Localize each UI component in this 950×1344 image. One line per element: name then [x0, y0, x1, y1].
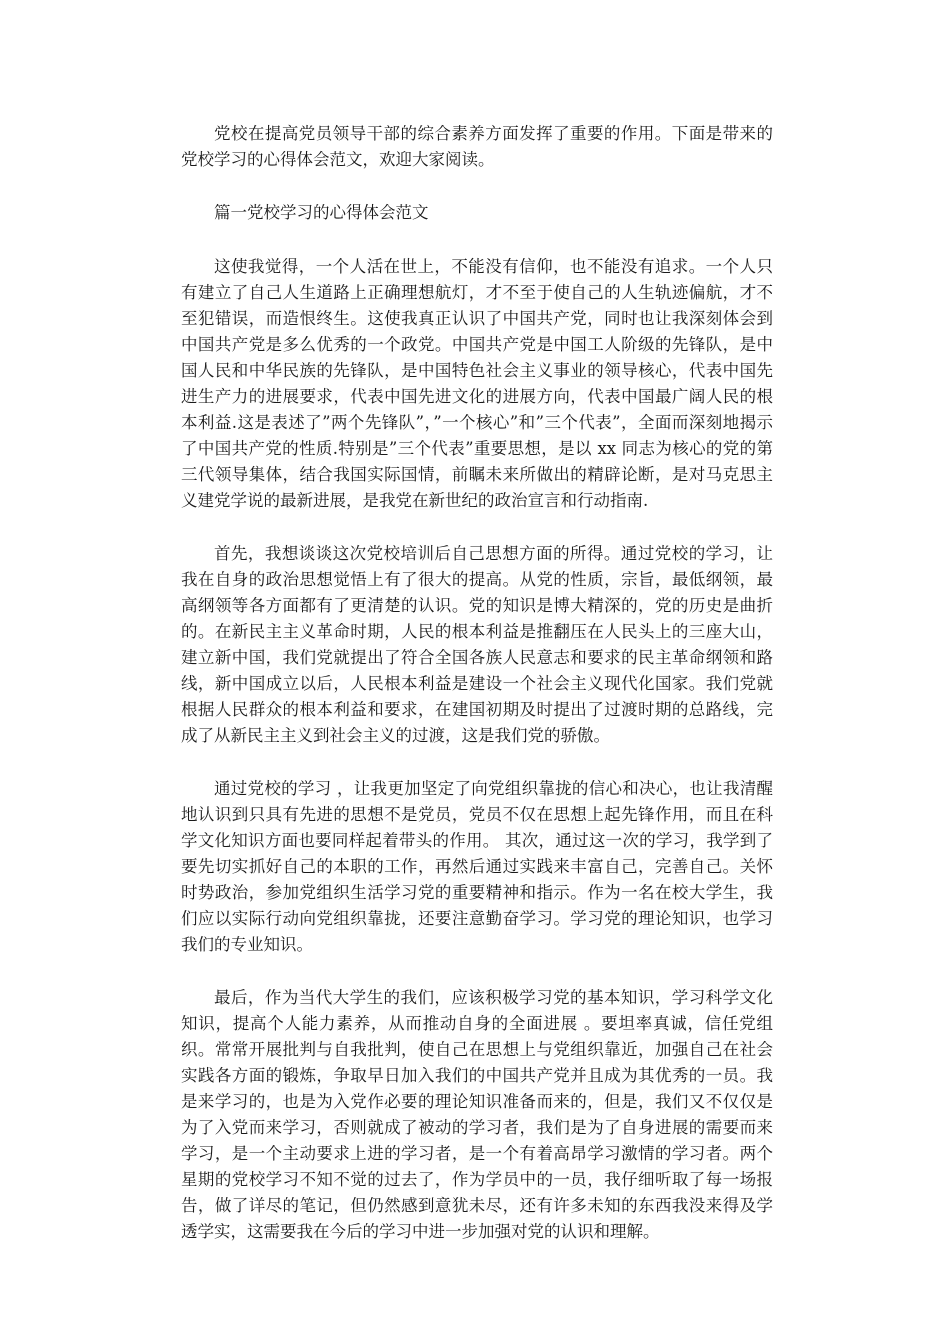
- section-heading: 篇一党校学习的心得体会范文: [214, 203, 429, 222]
- body-paragraph-second: 通过党校的学习 ，让我更加坚定了向党组织靠拢的信心和决心，也让我清醒地认识到只具有先进的思想不是党员，党员不仅在思想上起先锋作用，而且在科学文化知识方面也要同样起着带头的作用。 其次，通过这一次的学习，我学到了要先切实抓好自己的本职的工作，再然后通过实践来丰富自己，完善自己。关怀时势政治，参加党组织生活学习党的重要精神和指示。作为一名在校大学生，我们应以实际行动向党组织靠拢，还要注意勤奋学习。学习党的理论知识，也学习我们的专业知识。: [181, 779, 773, 954]
- body-paragraph-first: 首先，我想谈谈这次党校培训后自己思想方面的所得。通过党校的学习，让我在自身的政治思想觉悟上有了很大的提高。从党的性质，宗旨，最低纲领，最高纲领等各方面都有了更清楚的认识。党的知识是博大精深的，党的历史是曲折的。在新民主主义革命时期，人民的根本利益是推翻压在人民头上的三座大山，建立新中国，我们党就提出了符合全国各族人民意志和要求的民主革命纲领和路线，新中国成立以后，人民根本利益是建设一个社会主义现代化国家。我们党就根据人民群众的根本利益和要求，在建国初期及时提出了过渡时期的总路线，完成了从新民主主义到社会主义的过渡，这是我们党的骄傲。: [181, 544, 773, 745]
- body-paragraph-last: 最后，作为当代大学生的我们，应该积极学习党的基本知识，学习科学文化知识，提高个人能力素养，从而推动自身的全面进展 。要坦率真诚，信任党组织。常常开展批判与自我批判，使自己在思想上与党组织靠近，加强自己在社会实践各方面的锻炼，争取早日加入我们的中国共产党并且成为其优秀的一员。我是来学习的，也是为入党作必要的理论知识准备而来的，但是，我们又不仅仅是为了入党而来学习，否则就成了被动的学习者，我们是为了自身进展的需要而来学习，是一个主动要求上进的学习者，是一个有着高昂学习激情的学习者。两个星期的党校学习不知不觉的过去了，作为学员中的一员，我仔细听取了每一场报告，做了详尽的笔记，但仍然感到意犹未尽，还有许多未知的东西我没来得及学透学实，这需要我在今后的学习中进一步加强对党的认识和理解。: [181, 988, 773, 1241]
- document-body: [181, 121, 773, 1272]
- intro-paragraph: 党校在提高党员领导干部的综合素养方面发挥了重要的作用。下面是带来的党校学习的心得体会范文，欢迎大家阅读。: [181, 124, 773, 169]
- body-paragraph-belief: 这使我觉得，一个人活在世上，不能没有信仰，也不能没有追求。一个人只有建立了自己人生道路上正确理想航灯，才不至于使自己的人生轨迹偏航，才不至犯错误，而造恨终生。这使我真正认识了中国共产党，同时也让我深刻体会到中国共产党是多么优秀的一个政党。中国共产党是中国工人阶级的先锋队，是中国人民和中华民族的先锋队，是中国特色社会主义事业的领导核心，代表中国先进生产力的进展要求，代表中国先进文化的进展方向，代表中国最广阔人民的根本利益.这是表述了”两个先锋队”，”一个核心”和”三个代表”，全面而深刻地揭示了中国共产党的性质.特别是”三个代表”重要思想，是以 xx 同志为核心的党的第三代领导集体，结合我国实际国情，前瞩未来所做出的精辟论断，是对马克思主义建党学说的最新进展，是我党在新世纪的政治宣言和行动指南.: [181, 257, 773, 510]
